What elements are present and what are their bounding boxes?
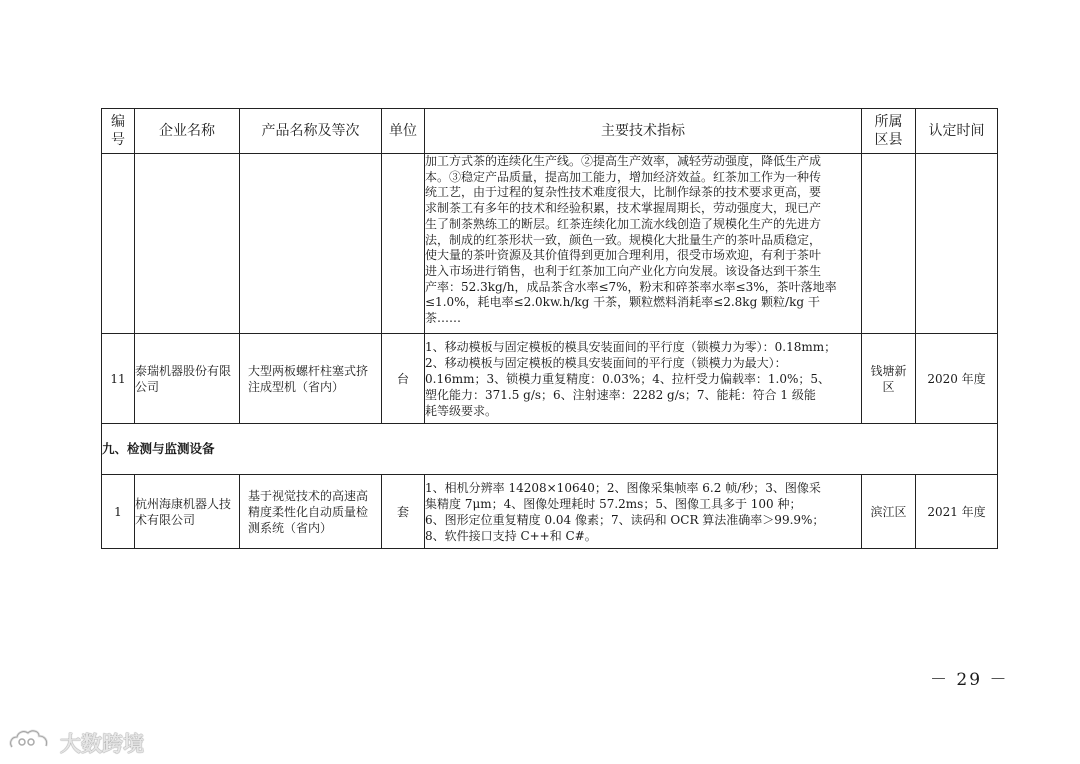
spec-line: 生了制茶熟练工的断层。红茶连续化加工流水线创造了规模化生产的先进方	[425, 216, 822, 231]
spec-line: 统工艺，由于过程的复杂性技术难度很大，比制作绿茶的技术要求更高，要	[425, 185, 822, 200]
technology-table	[101, 108, 998, 549]
cell-company: 泰瑞机器股份有限公司	[135, 334, 240, 424]
cell-unit-empty	[382, 154, 425, 334]
spec-line: 本。③稳定产品质量，提高加工能力，增加经济效益。红茶加工作为一种传	[425, 169, 822, 184]
watermark	[8, 727, 144, 758]
spec-line: 1、相机分辨率 14208×10640；2、图像采集帧率 6.2 帧/秒；3、图像采	[425, 480, 821, 495]
spec-line: 8、软件接口支持 C++和 C#。	[425, 528, 597, 543]
spec-line: 茶……	[425, 311, 462, 326]
header-company: 企业名称	[135, 109, 240, 154]
spec-line: 集精度 7μm；4、图像处理耗时 57.2ms；5、图像工具多于 100 种；	[425, 496, 802, 511]
cloud-logo-icon	[8, 727, 54, 758]
cell-district: 滨江区	[862, 475, 916, 549]
header-year: 认定时间	[916, 109, 998, 154]
cell-company: 杭州海康机器人技术有限公司	[135, 475, 240, 549]
spec-line: 1、移动模板与固定模板的模具安装面间的平行度（锁模力为零）：0.18mm；	[425, 339, 837, 354]
watermark-text: 大数跨境	[60, 731, 144, 756]
header-product: 产品名称及等次	[240, 109, 382, 154]
section-title: 九、检测与监测设备	[102, 424, 998, 475]
cell-product-empty	[240, 154, 382, 334]
cell-unit: 套	[382, 475, 425, 549]
cell-product: 大型两板螺杆柱塞式挤注成型机（省内）	[240, 334, 382, 424]
cell-year: 2021 年度	[916, 475, 998, 549]
cell-district: 钱塘新区	[862, 334, 916, 424]
section-row	[102, 424, 998, 475]
table-row-continued	[102, 154, 998, 334]
table-header-row	[102, 109, 998, 154]
header-spec: 主要技术指标	[425, 109, 862, 154]
cell-district-empty	[862, 154, 916, 334]
header-unit: 单位	[382, 109, 425, 154]
cell-year-empty	[916, 154, 998, 334]
spec-line: 耗等级要求。	[425, 403, 498, 418]
page-number: － 29 －	[930, 670, 1009, 690]
table-row-1	[102, 475, 998, 549]
header-district: 所属区县	[862, 109, 916, 154]
spec-line: ≤1.0%，耗电率≤2.0kw.h/kg 干茶，颗粒燃料消耗率≤2.8kg 颗粒/kg 干	[425, 295, 820, 310]
spec-line: 2、移动模板与固定模板的模具安装面间的平行度（锁模力为最大）：	[425, 355, 787, 370]
cell-no-empty	[102, 154, 135, 334]
header-no: 编号	[102, 109, 135, 154]
cell-no: 11	[102, 334, 135, 424]
spec-line: 求制茶工有多年的技术和经验积累，技术掌握周期长，劳动强度大，现已产	[425, 201, 822, 216]
spec-line: 加工方式茶的连续化生产线。②提高生产效率，减轻劳动强度，降低生产成	[425, 154, 822, 168]
spec-line: 法，制成的红茶形状一致，颜色一致。规模化大批量生产的茶叶品质稳定，	[425, 232, 822, 247]
spec-line: 产率：52.3kg/h，成品茶含水率≤7%，粉末和碎茶率水率≤3%，茶叶落地率	[425, 279, 837, 294]
spec-line: 6、图形定位重复精度 0.04 像素；7、读码和 OCR 算法准确率＞99.9%；	[425, 512, 825, 527]
cell-product: 基于视觉技术的高速高精度柔性化自动质量检测系统（省内）	[240, 475, 382, 549]
cell-company-empty	[135, 154, 240, 334]
table-row-11	[102, 334, 998, 424]
cell-no: 1	[102, 475, 135, 549]
cell-spec	[425, 334, 862, 424]
cell-spec	[425, 475, 862, 549]
spec-line: 进入市场进行销售，也利于红茶加工向产业化方向发展。该设备达到干茶生	[425, 263, 822, 278]
cell-spec-continued	[425, 154, 862, 334]
cell-year: 2020 年度	[916, 334, 998, 424]
spec-line: 0.16mm；3、锁模力重复精度：0.03%；4、拉杆受力偏载率：1.0%；5、	[425, 371, 830, 386]
spec-line: 使大量的茶叶资源及其价值得到更加合理利用，很受市场欢迎，有利于茶叶	[425, 248, 822, 263]
spec-line: 塑化能力：371.5 g/s；6、注射速率：2282 g/s；7、能耗：符合 1 级能	[425, 387, 816, 402]
cell-unit: 台	[382, 334, 425, 424]
